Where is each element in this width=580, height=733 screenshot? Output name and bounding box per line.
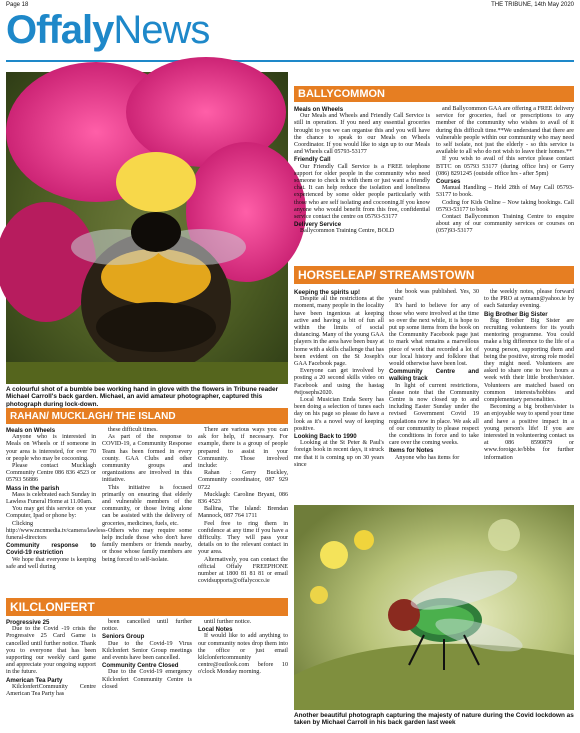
masthead: [6, 10, 209, 50]
article-paragraph: Due to the Covid -19 crisis the Progressive 25 Card Game is cancelled until further notice. Thank you to everyone that has been supporting our weekly card game and appreciate your ongoing support in the future.: [6, 626, 96, 676]
fly-photo: [294, 505, 574, 710]
article-paragraph: Big Brother Big Sister are recruiting volunteers for its youth mentoring programme. You could make a big difference to the life of a young person, supporting them and being the positive, strong role model they might need. Volunteers are asked to share one to two hours a week with their little brother/sister. Volunteers are matched based on common interests/hobbies and complementary personalities.: [484, 317, 574, 404]
rahan-heading: RAHAN/ MUCKLAGH/ THE ISLAND: [6, 408, 288, 424]
article-paragraph: Manual Handling – Held 28th of May Call 05793-53177 to book.: [436, 185, 574, 199]
article-subhead: Local Notes: [198, 626, 233, 634]
ballycommon-col-1: [294, 106, 430, 262]
article-subhead: Big Brother Big Sister: [484, 310, 548, 318]
article-paragraph: Looking at the St Peter & Paul's foreign book in recent days, it struck me that it is coming up on 30 years since: [294, 440, 384, 468]
masthead-news: News: [113, 8, 210, 52]
article-paragraph: Due to the Covid-19 Virus Kilclonfert Senior Group meetings and events have been cancelled.: [102, 640, 192, 662]
fly-image: [294, 505, 574, 710]
article-paragraph: been cancelled until further notice.: [102, 619, 192, 633]
masthead-rule: [6, 60, 574, 62]
article-paragraph: As part of the response to COVID-19, a Community Response Team has been formed in every county. GAA Clubs and other community groups and organizations are involved in this initiative.: [102, 434, 192, 484]
article-paragraph: It's hard to believe for any of those who were involved at the time so over the next while, it is hope to put up some items from the book on the Community Facebook page just to mark what remains a marvellous piece of work that recorded a lot of our local history and folklore that would otherwise have been lost.: [389, 303, 479, 368]
bumblebee-photo-caption: A colourful shot of a bumble bee working hand in glove with the flowers in Tribune reader Michael Carroll's back garden. Michael, an avid amateur photographer, captured this photograph during lock-down.: [6, 386, 279, 408]
article-subhead: American Tea Party: [6, 676, 63, 684]
article-paragraph: We hope that everyone is keeping safe and well during: [6, 556, 96, 570]
article-paragraph: Local Musician Enda Seery has been doing a selection of tunes each day on his page so please do have a look as it's a novel way of keeping positive.: [294, 397, 384, 432]
issue-date: THE TRIBUNE, 14th May 2020: [491, 2, 574, 8]
horseleap-heading: HORSELEAP/ STREAMSTOWN: [294, 266, 574, 284]
article-subhead: Meals on Wheels: [6, 427, 56, 434]
article-paragraph: Anyone who is interested in Meals on Wheels or if someone in your area is interested, for over 70 or people who may be cocooning.: [6, 434, 96, 462]
article-paragraph: the weekly notes, please forward to the PRO at symann@yahoo.ie by each Saturday evening.: [484, 289, 574, 310]
article-subhead: Progressive 25: [6, 619, 50, 626]
article-subhead: Keeping the spirits up!: [294, 289, 361, 296]
article-paragraph: Contact Ballycommon Training Centre to enquire about any of our community services or courses on (057)93-53177: [436, 214, 574, 235]
kilclonfert-col-1: [6, 619, 96, 731]
article-paragraph: Ballycommon Training Centre, BOLD: [300, 228, 395, 235]
article-paragraph: Despite all the restrictions at the moment, many people in the locality have been ingenious at keeping active and having a bit of fun all within the limits of social distancing. Many of the young GAA players in the area have been busy at home with a skills challenge that has been evident on the St Joseph's GAA Facebook page.: [294, 296, 384, 368]
article-paragraph: Mass is celebrated each Sunday in Lawless Funeral Home at 11.00am.: [6, 491, 96, 506]
bumblebee-photo: [6, 72, 288, 384]
article-paragraph: You may get this service on your Computer, Ipad or phone by:: [6, 506, 96, 520]
ballycommon-heading: BALLYCOMMON: [294, 86, 574, 102]
article-subhead: Friendly Call: [294, 156, 331, 164]
article-paragraph: Anyone who has items for: [395, 454, 460, 461]
article-paragraph: Due to the Covid-19 emergency Kilclonfert Community Centre is closed: [102, 669, 192, 690]
horseleap-col-2: [389, 289, 479, 497]
rahan-col-3: [198, 427, 288, 595]
article-paragraph: Clicking http://www.mcnmedia.tv/camera/lawless-funeral-directors: [6, 520, 108, 542]
article-paragraph: There are various ways you can ask for help, if necessary. For example, there is a group of people prepared to assist in your Community. Those involved include:: [198, 427, 288, 470]
article-paragraph: Rahan : Gerry Buckley, Community coordinator, 087 929 0722: [198, 470, 288, 491]
kilclonfert-col-2: [102, 619, 192, 731]
article-paragraph: the book was published. Yes, 30 years!: [389, 289, 479, 303]
horseleap-col-1: [294, 289, 384, 497]
article-paragraph: Our Meals and Wheels and Friendly Call Service is still in operation. If you need any essential groceries brought to you we can organise this and you will have the chance to speak to our Meals on Wheels Coordinator. If you would like to sign up to our Meals and Wheels call 05793-53177: [294, 113, 430, 156]
article-subhead: Courses: [436, 178, 461, 186]
fly-photo-caption: Another beautiful photograph capturing the majesty of nature during the Covid lockdown as taken by Michael Carroll in his back garden last week: [294, 712, 574, 727]
article-subhead: Items for Notes: [389, 447, 434, 455]
article-subhead: Delivery Service: [294, 221, 342, 229]
article-paragraph: Becoming a big brother/sister is an enjoyable way to spend your time and have a positive impact in a young person's life! If you are interested in volunteering contact us at 086 8590879 or www.foroige.ie/bbbs for further information: [484, 404, 574, 461]
bumblebee-image: [6, 72, 288, 384]
article-subhead: Mass in the parish: [6, 484, 60, 492]
rahan-col-1: [6, 427, 108, 595]
article-paragraph: Ballina, The Island: Brendan Mannock, 087 764 1711: [198, 506, 288, 520]
article-paragraph: This initiative is focused primarily on ensuring that elderly and vulnerable members of the community, or those living alone can be assisted with the delivery of groceries, medicines, fuels, etc.: [102, 484, 192, 527]
article-paragraph: Everyone can get involved by posting a 20 second skills video on Facebook and using the hastag #stjosephs2020.: [294, 368, 384, 396]
article-paragraph: Others who may require some help include those who don't have family members or friends nearby, or those whose family members are being forced to self-isolate.: [102, 527, 192, 563]
kilclonfert-col-3: [198, 619, 288, 731]
article-paragraph: Feel free to ring them in confidence at any time if you have a difficulty. They will pass your details on to the relevant contact in your area.: [198, 520, 288, 556]
article-paragraph: these difficult times.: [108, 427, 158, 433]
article-paragraph: In light of current restrictions, please note that the Community Centre is now closed up to and including Easter Sunday under the revised Government Covid 19 regulations now in place. We ask all of our community to please respect the conditions in force and to take care over the coming weeks.: [389, 382, 479, 447]
article-paragraph: Alternatively, you can contact the official Offaly FREEPHONE number at 1800 81 81 81 or email covidsupports@offalycoco.ie: [198, 556, 288, 585]
article-paragraph: Coding for Kids Online – Now taking bookings. Call 05793-53177 to book: [436, 199, 574, 213]
rahan-col-2: [102, 427, 192, 595]
article-paragraph: until further notice.: [204, 619, 252, 625]
article-paragraph: KilclonfertCommunity Centre American Tea Party has: [6, 683, 96, 698]
article-paragraph: If you wish to avail of this service please contact BTTC on 05793 53177 (during office hrs) or Gerry (086) 8291245 (outside office hrs - after 5pm): [436, 156, 574, 177]
kilclonfert-heading: KILCLONFERT: [6, 598, 288, 616]
article-subhead: Community response to Covid-19 restriction: [6, 542, 96, 557]
article-subhead: Seniors Group: [102, 633, 145, 641]
article-paragraph: Please contact Mucklagh Community Centre 086 836 4523 or 05793 56886: [6, 463, 96, 484]
horseleap-col-3: [484, 289, 574, 497]
article-subhead: Community Centre Closed: [102, 662, 179, 670]
article-subhead: Meals on Wheels: [294, 106, 344, 113]
page-number: Page 18: [6, 2, 29, 8]
article-paragraph: Mucklagh: Caroline Bryant, 086 836 4523: [198, 491, 288, 506]
article-paragraph: Our Friendly Call Service is a FREE telephone support for older people in the community who need someone to check in with them or just want a friendly chat. It can help reduce the isolation and loneliness experienced by some older people particularly with those who are self isolating and cocooning.If you know anyone who would benefit from this free, confidential service contact the centre on 05793-53177: [294, 163, 430, 221]
article-subhead: Community Centre and walking track: [389, 368, 479, 383]
masthead-offaly: Offaly: [6, 8, 114, 52]
article-paragraph: and Ballycommon GAA are offering a FREE delivery service for groceries, fuel or prescriptions to any member of the community who wishes to avail of it during this difficult time.**We understand that there are vulnerable people within our community who may need to self isolate, not just the elderly - so this service is available to all who do not wish to leave their homes.**: [436, 106, 574, 156]
article-paragraph: If would like to add anything to our community notes drop them into the office or just email kilclonfertcommunity centre@outlook.com before 10 o'clock Monday morning.: [198, 633, 288, 676]
ballycommon-col-2: [436, 106, 574, 262]
article-subhead: Looking Back to 1990: [294, 433, 357, 441]
